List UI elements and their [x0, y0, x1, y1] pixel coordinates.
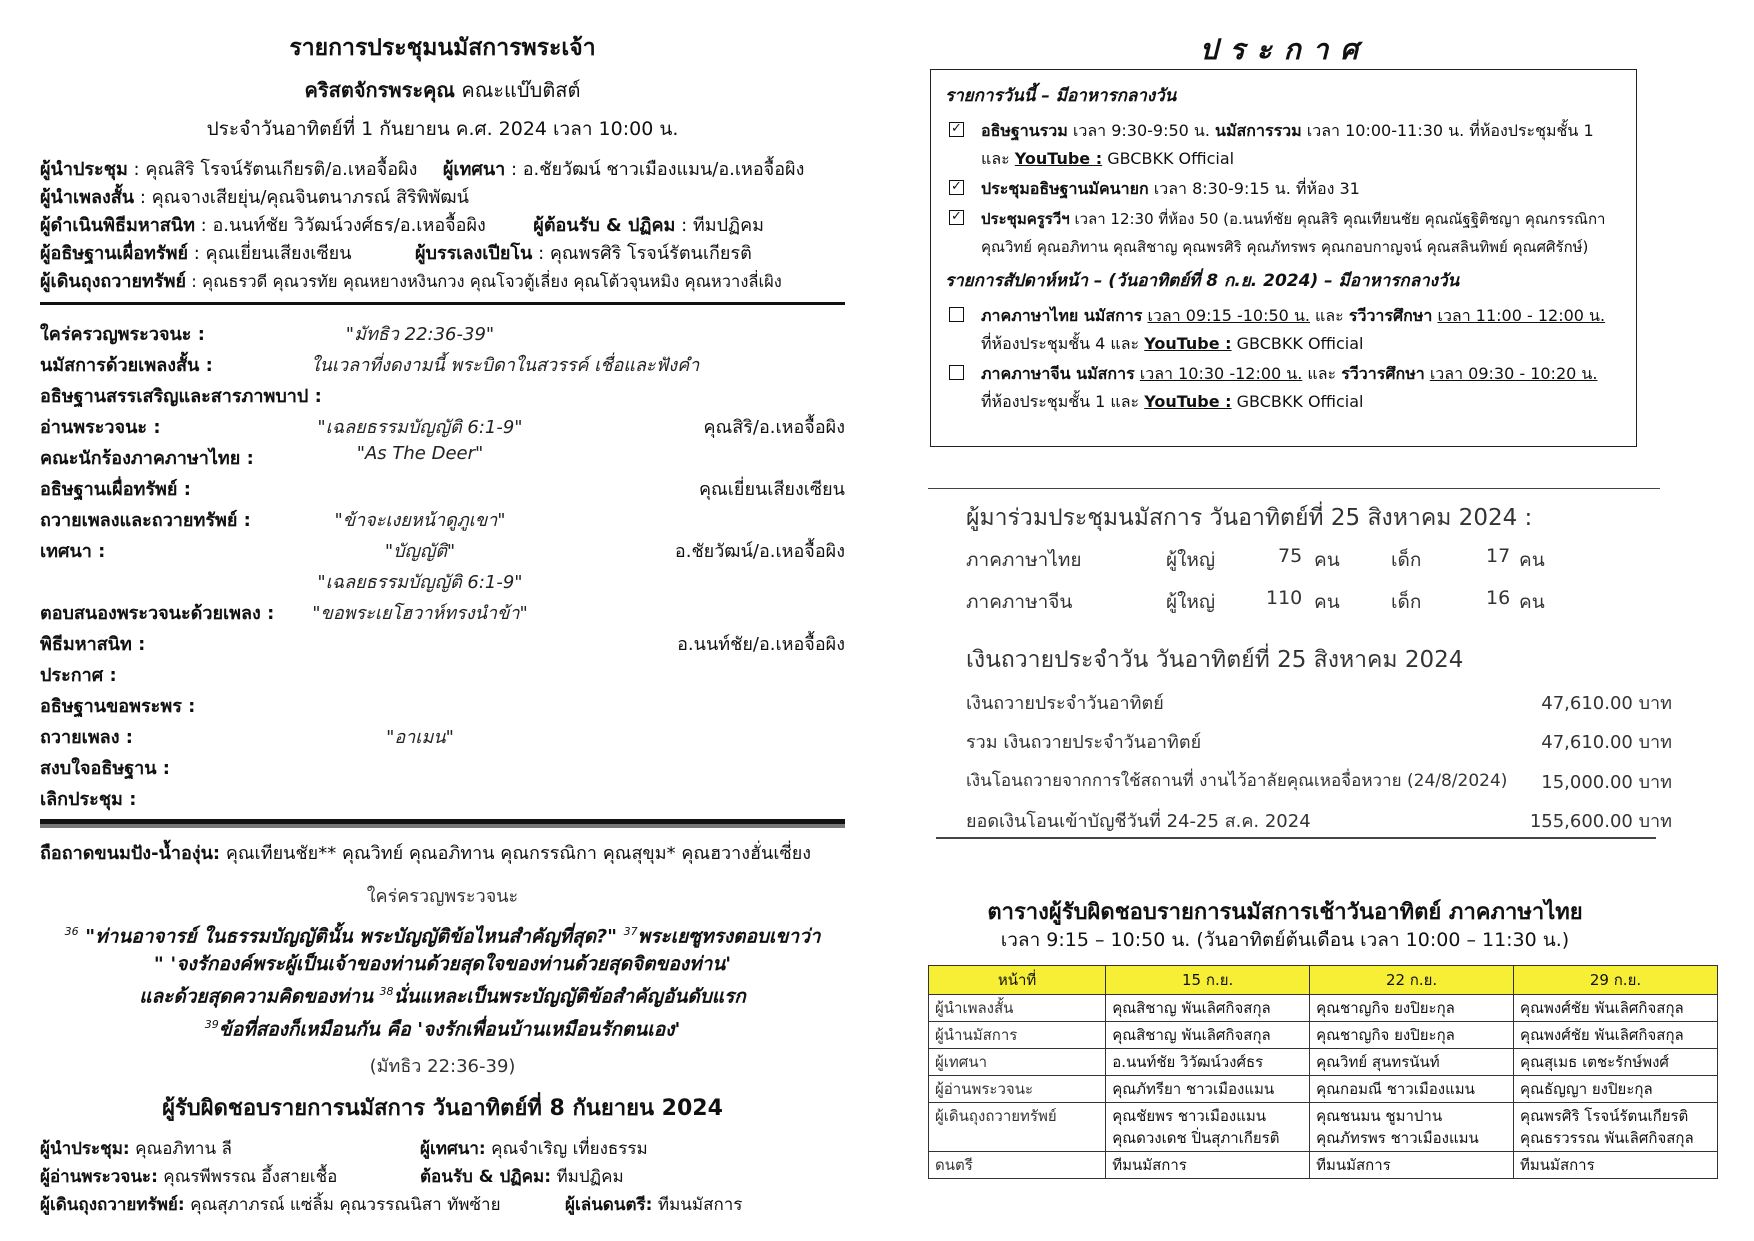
sacrament-label: ผู้ดำเนินพิธีมหาสนิท [40, 215, 195, 236]
item-text: ที่ห้องประชุมชั้น 1 และ [981, 392, 1145, 411]
order-item-person: อ.นนท์ชัย/อ.เหอจื้อผิง [677, 634, 845, 655]
order-item [40, 625, 845, 656]
order-item-label: สงบใจอธิษฐาน : [40, 758, 171, 779]
order-item-label: ใคร่ครวญพระวจนะ : [40, 324, 205, 345]
assignee-name: คุณพงศ์ชัย พันเลิศกิจสกุล [1520, 1026, 1684, 1044]
order-item [40, 687, 845, 718]
order-item-label: คณะนักร้องภาคภาษาไทย : [40, 448, 254, 469]
schedule-body [929, 995, 1718, 1179]
item-text: และ [1302, 364, 1342, 383]
offering-label: รวม เงินถวายประจำวันอาทิตย์ [966, 732, 1202, 753]
unit-label: คน [1519, 549, 1545, 571]
role-cell: ผู้เทศนา [929, 1049, 1106, 1076]
order-item [40, 718, 845, 749]
unit-label: คน [1314, 549, 1340, 571]
item-bold: อธิษฐานรวม [981, 121, 1068, 140]
next-leader-value: คุณอภิทาน ลี [129, 1138, 232, 1159]
assignee-name: คุณสิชาญ พันเลิศกิจสกุล [1112, 1026, 1271, 1044]
order-item-title: "ขอพระเยโฮวาห์ทรงนำข้า" [312, 603, 528, 624]
verse-line-4 [40, 1011, 845, 1043]
order-item-label: เทศนา : [40, 541, 106, 562]
assignee-name: คุณชัยพร ชาวเมืองแมน [1112, 1107, 1267, 1125]
role-row-offering-collectors [40, 268, 845, 296]
order-item [40, 780, 845, 811]
next-music-value: ทีมนมัสการ [652, 1194, 743, 1215]
attendance-group: ภาคภาษาไทย [966, 549, 1082, 571]
order-item-title: "As The Deer" [356, 443, 484, 464]
order-item [40, 532, 845, 563]
order-item-label: อธิษฐานสรรเสริญและสารภาพบาป : [40, 386, 322, 407]
next-offering-value: คุณสุภาภรณ์ แซ่ลิ้ม คุณวรรณนิสา ทัพซ้าย [184, 1194, 501, 1215]
assignee-cell [1106, 1049, 1310, 1076]
next-role-row-3 [40, 1191, 845, 1219]
item-text: GBCBKK Official [1231, 334, 1364, 353]
item-text: เวลา 10:00-11:30 น. ที่ห้องประชุมชั้น 1 [1301, 121, 1594, 140]
assignee-name: คุณชาญกิจ ยงปิยะกุล [1316, 999, 1455, 1017]
verse-heading: ใคร่ครวญพระวจนะ [366, 886, 519, 907]
assignee-cell [1106, 1076, 1310, 1103]
verse-number-39: 39 [204, 1017, 219, 1031]
next-reader [40, 1163, 337, 1191]
announcement-item-teachers-meeting [945, 205, 1622, 261]
youtube-link[interactable]: YouTube : [1144, 334, 1232, 353]
assignee-cell [1514, 1152, 1718, 1179]
next-preacher [420, 1135, 648, 1163]
kid-count: 16 [1486, 587, 1511, 609]
assignee-name: คุณพงศ์ชัย พันเลิศกิจสกุล [1520, 999, 1684, 1017]
announcement-item-thai [945, 302, 1622, 358]
next-offering-label: ผู้เดินถุงถวายทรัพย์: [40, 1194, 185, 1215]
song-leader-value: : คุณจางเสียยุ่น/คุณจินตนาภรณ์ สิริพิพัฒน์ [134, 187, 469, 208]
service-roles [40, 156, 845, 296]
offering-amount: 15,000.00 บาท [1541, 772, 1672, 793]
next-greeter [420, 1163, 624, 1191]
service-title: รายการประชุมนมัสการพระเจ้า [289, 35, 596, 61]
item-bold: ประชุมอธิษฐานมัคนายก [981, 179, 1149, 198]
role-cell: ผู้นำเพลงสั้น [929, 995, 1106, 1022]
offering-heading: เงินถวายประจำวัน วันอาทิตย์ที่ 25 สิงหาคม 2024 [966, 647, 1464, 673]
assignee-cell [1106, 1103, 1310, 1152]
preacher-label: ผู้เทศนา [442, 159, 506, 180]
verse-line-3 [40, 978, 845, 1010]
today-heading: รายการวันนี้ – มีอาหารกลางวัน [945, 86, 1177, 106]
assignee-name: คุณวิทย์ สุนทรนันท์ [1316, 1053, 1440, 1071]
communion-servers-label: ถือถาดขนมปัง-น้ำองุ่น: [40, 843, 221, 864]
order-item [40, 749, 845, 780]
item-bold: นมัสการรวม [1215, 121, 1302, 140]
column-header: 15 ก.ย. [1106, 966, 1310, 995]
item-text: และ [1309, 306, 1349, 325]
next-leader-label: ผู้นำประชุม: [40, 1138, 130, 1159]
next-reader-value: คุณรพีพรรณ อึ้งสายเชื้อ [157, 1166, 338, 1187]
attendance-heading: ผู้มาร่วมประชุมนมัสการ วันอาทิตย์ที่ 25 สิงหาคม 2024 : [966, 505, 1533, 531]
order-item-label: ประกาศ : [40, 665, 117, 686]
assignee-name: คุณพรศิริ โรจน์รัตนเกียรติ [1520, 1107, 1689, 1125]
verse-text: และด้วยสุดความคิดของท่าน [139, 985, 380, 1008]
item-time: เวลา 10:30 -12:00 น. [1139, 364, 1303, 383]
assignee-cell [1514, 1022, 1718, 1049]
next-reader-label: ผู้อ่านพระวจนะ: [40, 1166, 158, 1187]
order-item [40, 346, 845, 377]
assignee-cell [1310, 1049, 1514, 1076]
checkbox-checked-icon: ✓ [949, 210, 964, 225]
assignee-cell [1106, 1022, 1310, 1049]
piano-value: : คุณพรศิริ โรจน์รัตนเกียรติ [532, 243, 752, 264]
item-bold: รวีวารศึกษา [1341, 364, 1425, 383]
column-header: 22 ก.ย. [1310, 966, 1514, 995]
assignee-name: คุณชนมน ชูมาปาน [1316, 1107, 1443, 1125]
order-item-title: ในเวลาที่งดงามนี้ พระบิดาในสวรรค์ เชื่อและฟังคำ [310, 355, 700, 376]
role-row-leader-preacher [40, 156, 845, 184]
greeter-value: : ทีมปฏิคม [675, 215, 765, 236]
divider [936, 837, 1656, 839]
order-item-label: อธิษฐานเผื่อทรัพย์ : [40, 479, 191, 500]
offering-amount: 47,610.00 บาท [1541, 732, 1672, 753]
kid-count: 17 [1486, 545, 1511, 567]
item-text: GBCBKK Official [1231, 392, 1364, 411]
order-item-title: "เฉลยธรรมบัญญัติ 6:1-9" [317, 417, 523, 438]
order-item [40, 656, 845, 687]
item-time: เวลา 09:30 - 10:20 น. [1429, 364, 1598, 383]
item-text: GBCBKK Official [1102, 149, 1235, 168]
unit-label: คน [1519, 591, 1545, 613]
order-item-label: อธิษฐานขอพระพร : [40, 696, 196, 717]
divider [40, 302, 845, 305]
offering-amount: 47,610.00 บาท [1541, 693, 1672, 714]
order-item [40, 563, 845, 594]
next-leader [40, 1135, 232, 1163]
assignee-cell [1514, 1076, 1718, 1103]
column-header: หน้าที่ [929, 966, 1106, 995]
column-header: 29 ก.ย. [1514, 966, 1718, 995]
item-time: เวลา 11:00 - 12:00 น. [1437, 306, 1606, 325]
item-text: เวลา 9:30-9:50 น. [1067, 121, 1216, 140]
offering-prayer-value: : คุณเยี่ยนเสียงเซียน [188, 243, 352, 264]
order-item-title: "บัญญัติ" [384, 541, 456, 562]
next-offering [40, 1191, 501, 1219]
church-name-bold: คริสตจักรพระคุณ [304, 78, 455, 102]
unit-label: คน [1314, 591, 1340, 613]
assignee-name: อ.นนท์ชัย วิวัฒน์วงศ์ธร [1112, 1053, 1264, 1071]
double-divider [40, 819, 845, 828]
order-item-label: อ่านพระวจนะ : [40, 417, 161, 438]
adult-label: ผู้ใหญ่ [1166, 549, 1216, 571]
next-music-label: ผู้เล่นดนตรี: [565, 1194, 653, 1215]
offering-collectors-label: ผู้เดินถุงถวายทรัพย์ [40, 271, 186, 292]
assignee-name: คุณดวงเดช ปิ่นสุภาเกียรติ [1112, 1129, 1280, 1147]
order-item-person: อ.ชัยวัฒน์/อ.เหอจื้อผิง [674, 541, 845, 562]
order-item-title: "อาเมน" [386, 727, 454, 748]
offering-label: เงินถวายประจำวันอาทิตย์ [966, 693, 1164, 714]
order-item-label: ถวายเพลง : [40, 727, 133, 748]
item-text: และ [981, 149, 1015, 168]
checkbox-empty-icon [949, 365, 964, 380]
kid-label: เด็ก [1391, 549, 1422, 571]
divider [928, 488, 1660, 489]
assignee-cell [1514, 1103, 1718, 1152]
song-leader-label: ผู้นำเพลงสั้น [40, 187, 135, 208]
adult-count: 110 [1266, 587, 1303, 609]
assignee-name: ทีมนมัสการ [1316, 1156, 1391, 1174]
role-row-sacrament-greeter [40, 212, 845, 240]
communion-servers [40, 838, 845, 867]
role-row-offering-prayer-piano [40, 240, 845, 268]
announcement-item-chinese [945, 360, 1622, 416]
verse-number-36: 36 [64, 925, 79, 938]
assignee-cell [1310, 1103, 1514, 1152]
assignee-name: คุณธัญญา ยงปิยะกุล [1520, 1080, 1653, 1098]
church-name [40, 74, 845, 106]
item-text: เวลา 8:30-9:15 น. ที่ห้อง 31 [1148, 179, 1360, 198]
order-item-title: "เฉลยธรรมบัญญัติ 6:1-9" [317, 572, 523, 593]
item-text: ที่ห้องประชุมชั้น 4 และ [981, 334, 1145, 353]
leader-label: ผู้นำประชุม [40, 159, 128, 180]
order-item [40, 501, 845, 532]
assignee-cell [1310, 1076, 1514, 1103]
adult-label: ผู้ใหญ่ [1166, 591, 1216, 613]
assignee-name: คุณธรวรรณ พันเลิศกิจสกุล [1520, 1129, 1694, 1147]
service-date: ประจำวันอาทิตย์ที่ 1 กันยายน ค.ศ. 2024 เวลา 10:00 น. [206, 118, 679, 140]
table-row [929, 995, 1718, 1022]
order-item [40, 377, 845, 408]
offering-label: ยอดเงินโอนเข้าบัญชีวันที่ 24-25 ส.ค. 2024 [966, 811, 1311, 832]
order-item-label: นมัสการด้วยเพลงสั้น : [40, 355, 213, 376]
order-of-service [40, 315, 845, 811]
assignee-name: คุณชาญกิจ ยงปิยะกุล [1316, 1026, 1455, 1044]
assignee-cell [1310, 1022, 1514, 1049]
checkbox-checked-icon: ✓ [949, 122, 964, 137]
next-greeter-value: ทีมปฏิคม [551, 1166, 624, 1187]
assignee-cell [1514, 1049, 1718, 1076]
schedule-subheading: เวลา 9:15 – 10:50 น. (วันอาทิตย์ต้นเดือน เวลา 10:00 – 11:30 น.) [1000, 929, 1570, 951]
item-text: เวลา 12:30 ที่ห้อง 50 (อ.นนท์ชัย คุณสิริ คุณเทียนชัย คุณณัฐฐิติชญา คุณกรรณิกา [1069, 210, 1606, 228]
adult-count: 75 [1278, 545, 1303, 567]
order-of-service-page [40, 30, 845, 1219]
table-header-row [929, 966, 1718, 995]
assignee-name: คุณสุเมธ เตชะรักษ์พงศ์ [1520, 1053, 1669, 1071]
youtube-link[interactable]: YouTube : [1014, 149, 1103, 168]
communion-servers-value: คุณเทียนชัย** คุณวิทย์ คุณอภิทาน คุณกรรณิกา คุณสุขุม* คุณฮวางฮั่นเซี่ยง [220, 843, 812, 864]
assignee-name: คุณภัทรพร ชาวเมืองแมน [1316, 1129, 1479, 1147]
verse-line-1 [40, 918, 845, 950]
table-row [929, 1076, 1718, 1103]
schedule-table [928, 965, 1718, 1179]
verse-text: พระเยซูทรงตอบเขาว่า [637, 925, 821, 948]
piano-label: ผู้บรรเลงเปียโน [414, 243, 533, 264]
table-row [929, 1022, 1718, 1049]
order-item-person: คุณเยี่ยนเสียงเซียน [699, 479, 845, 500]
next-preacher-label: ผู้เทศนา: [420, 1138, 486, 1159]
assignee-name: คุณสิชาญ พันเลิศกิจสกุล [1112, 999, 1271, 1017]
offering-prayer-label: ผู้อธิษฐานเผื่อทรัพย์ [40, 243, 189, 264]
role-cell: ผู้เดินถุงถวายทรัพย์ [929, 1103, 1106, 1152]
leader-value: : คุณสิริ โรจน์รัตนเกียรติ/อ.เหอจื้อผิง [127, 159, 418, 180]
assignee-cell [1514, 995, 1718, 1022]
offering-amount: 155,600.00 บาท [1529, 811, 1672, 832]
table-row [929, 1103, 1718, 1152]
verse-number-37: 37 [623, 925, 638, 938]
verse-reference: (มัทธิว 22:36-39) [369, 1055, 516, 1077]
assignee-name: คุณภัทรียา ชาวเมืองแมน [1112, 1080, 1275, 1098]
order-item [40, 439, 845, 470]
attendance-group: ภาคภาษาจีน [966, 591, 1073, 613]
order-item-label: พิธีมหาสนิท : [40, 634, 146, 655]
schedule-heading: ตารางผู้รับผิดชอบรายการนมัสการเช้าวันอาทิตย์ ภาคภาษาไทย [987, 900, 1583, 925]
next-preacher-value: คุณจำเริญ เที่ยงธรรม [485, 1138, 648, 1159]
next-greeter-label: ต้อนรับ & ปฏิคม: [420, 1166, 552, 1187]
next-music [565, 1191, 742, 1219]
role-cell: ผู้อ่านพระวจนะ [929, 1076, 1106, 1103]
item-bold: ภาคภาษาจีน นมัสการ [981, 364, 1135, 383]
order-item [40, 594, 845, 625]
item-bold: ภาคภาษาไทย นมัสการ [981, 306, 1143, 325]
kid-label: เด็ก [1391, 591, 1422, 613]
announcement-item-joint-service [945, 117, 1622, 173]
announcement-item-deacon-prayer [945, 175, 1622, 203]
table-row [929, 1049, 1718, 1076]
verse-text: นั่นแหละเป็นพระบัญญัติข้อสำคัญอันดับแรก [393, 985, 746, 1008]
church-name-rest: คณะแบ๊บติสต์ [455, 78, 581, 102]
greeter-label: ผู้ต้อนรับ & ปฏิคม [533, 215, 676, 236]
order-item [40, 470, 845, 501]
assignee-cell [1106, 1152, 1310, 1179]
order-item [40, 315, 845, 346]
item-time: เวลา 09:15 -10:50 น. [1147, 306, 1310, 325]
order-item-title: "ข้าจะเงยหน้าดูภูเขา" [334, 510, 506, 531]
assignee-cell [1310, 1152, 1514, 1179]
assignee-cell [1106, 995, 1310, 1022]
item-text: คุณวิทย์ คุณอภิทาน คุณสิชาญ คุณพรศิริ คุณภัทรพร คุณกอบกาญจน์ คุณสลินทิพย์ คุณศศิรักษ์) [981, 238, 1589, 256]
scripture-verse [40, 918, 845, 1043]
announcements-box [930, 69, 1637, 447]
sacrament-value: : อ.นนท์ชัย วิวัฒน์วงศ์ธร/อ.เหอจื้อผิง [194, 215, 486, 236]
checkbox-checked-icon: ✓ [949, 180, 964, 195]
assignee-name: คุณกอมณี ชาวเมืองแมน [1316, 1080, 1475, 1098]
assignee-cell [1310, 995, 1514, 1022]
next-role-row-1 [40, 1135, 845, 1163]
role-row-song-leader [40, 184, 845, 212]
assignee-name: ทีมนมัสการ [1520, 1156, 1595, 1174]
table-row [929, 1152, 1718, 1179]
preacher-value: : อ.ชัยวัฒน์ ชาวเมืองแมน/อ.เหอจื้อผิง [505, 159, 805, 180]
order-item-label: ตอบสนองพระวจนะด้วยเพลง : [40, 603, 275, 624]
assignee-name: ทีมนมัสการ [1112, 1156, 1187, 1174]
order-item-label: เลิกประชุม : [40, 789, 137, 810]
role-cell: ผู้นำนมัสการ [929, 1022, 1106, 1049]
announcements-title: ประกาศ [1199, 33, 1371, 66]
role-cell: ดนตรี [929, 1152, 1106, 1179]
order-item [40, 408, 845, 439]
order-item-title: "มัทธิว 22:36-39" [345, 324, 495, 345]
order-item-label: ถวายเพลงและถวายทรัพย์ : [40, 510, 251, 531]
verse-number-38: 38 [379, 985, 394, 999]
next-week-roles [40, 1135, 845, 1219]
order-item-person: คุณสิริ/อ.เหอจื้อผิง [703, 417, 845, 438]
verse-line-2: " 'จงรักองค์พระผู้เป็นเจ้าของท่านด้วยสุดใจของท่านด้วยสุดจิตของท่าน' [153, 953, 732, 976]
verse-text: ข้อที่สองก็เหมือนกัน คือ 'จงรักเพื่อนบ้านเหมือนรักตนเอง' [218, 1017, 681, 1040]
offering-label: เงินโอนถวายจากการใช้สถานที่ งานไว้อาลัยคุณเหอจื่อหวาย (24/8/2024) [966, 771, 1508, 791]
checkbox-empty-icon [949, 307, 964, 322]
item-bold: รวีวารศึกษา [1348, 306, 1433, 325]
item-bold: ประชุมครูรวีฯ [981, 210, 1070, 228]
next-week-heading: ผู้รับผิดชอบรายการนมัสการ วันอาทิตย์ที่ 8 กันยายน 2024 [162, 1095, 723, 1121]
offering-collectors-value: : คุณธรวดี คุณวรทัย คุณหยางหงินกวง คุณโจวตู้เลี่ยง คุณโต้วจุนหมิง คุณหวางลี่เผิง [186, 272, 782, 291]
next-role-row-2 [40, 1163, 845, 1191]
youtube-link[interactable]: YouTube : [1144, 392, 1232, 411]
next-week-announce-heading: รายการสัปดาห์หน้า – (วันอาทิตย์ที่ 8 ก.ย. 2024) – มีอาหารกลางวัน [945, 271, 1460, 291]
verse-text: "ท่านอาจารย์ ในธรรมบัญญัตินั้น พระบัญญัติข้อไหนสำคัญที่สุด?" [78, 925, 624, 948]
